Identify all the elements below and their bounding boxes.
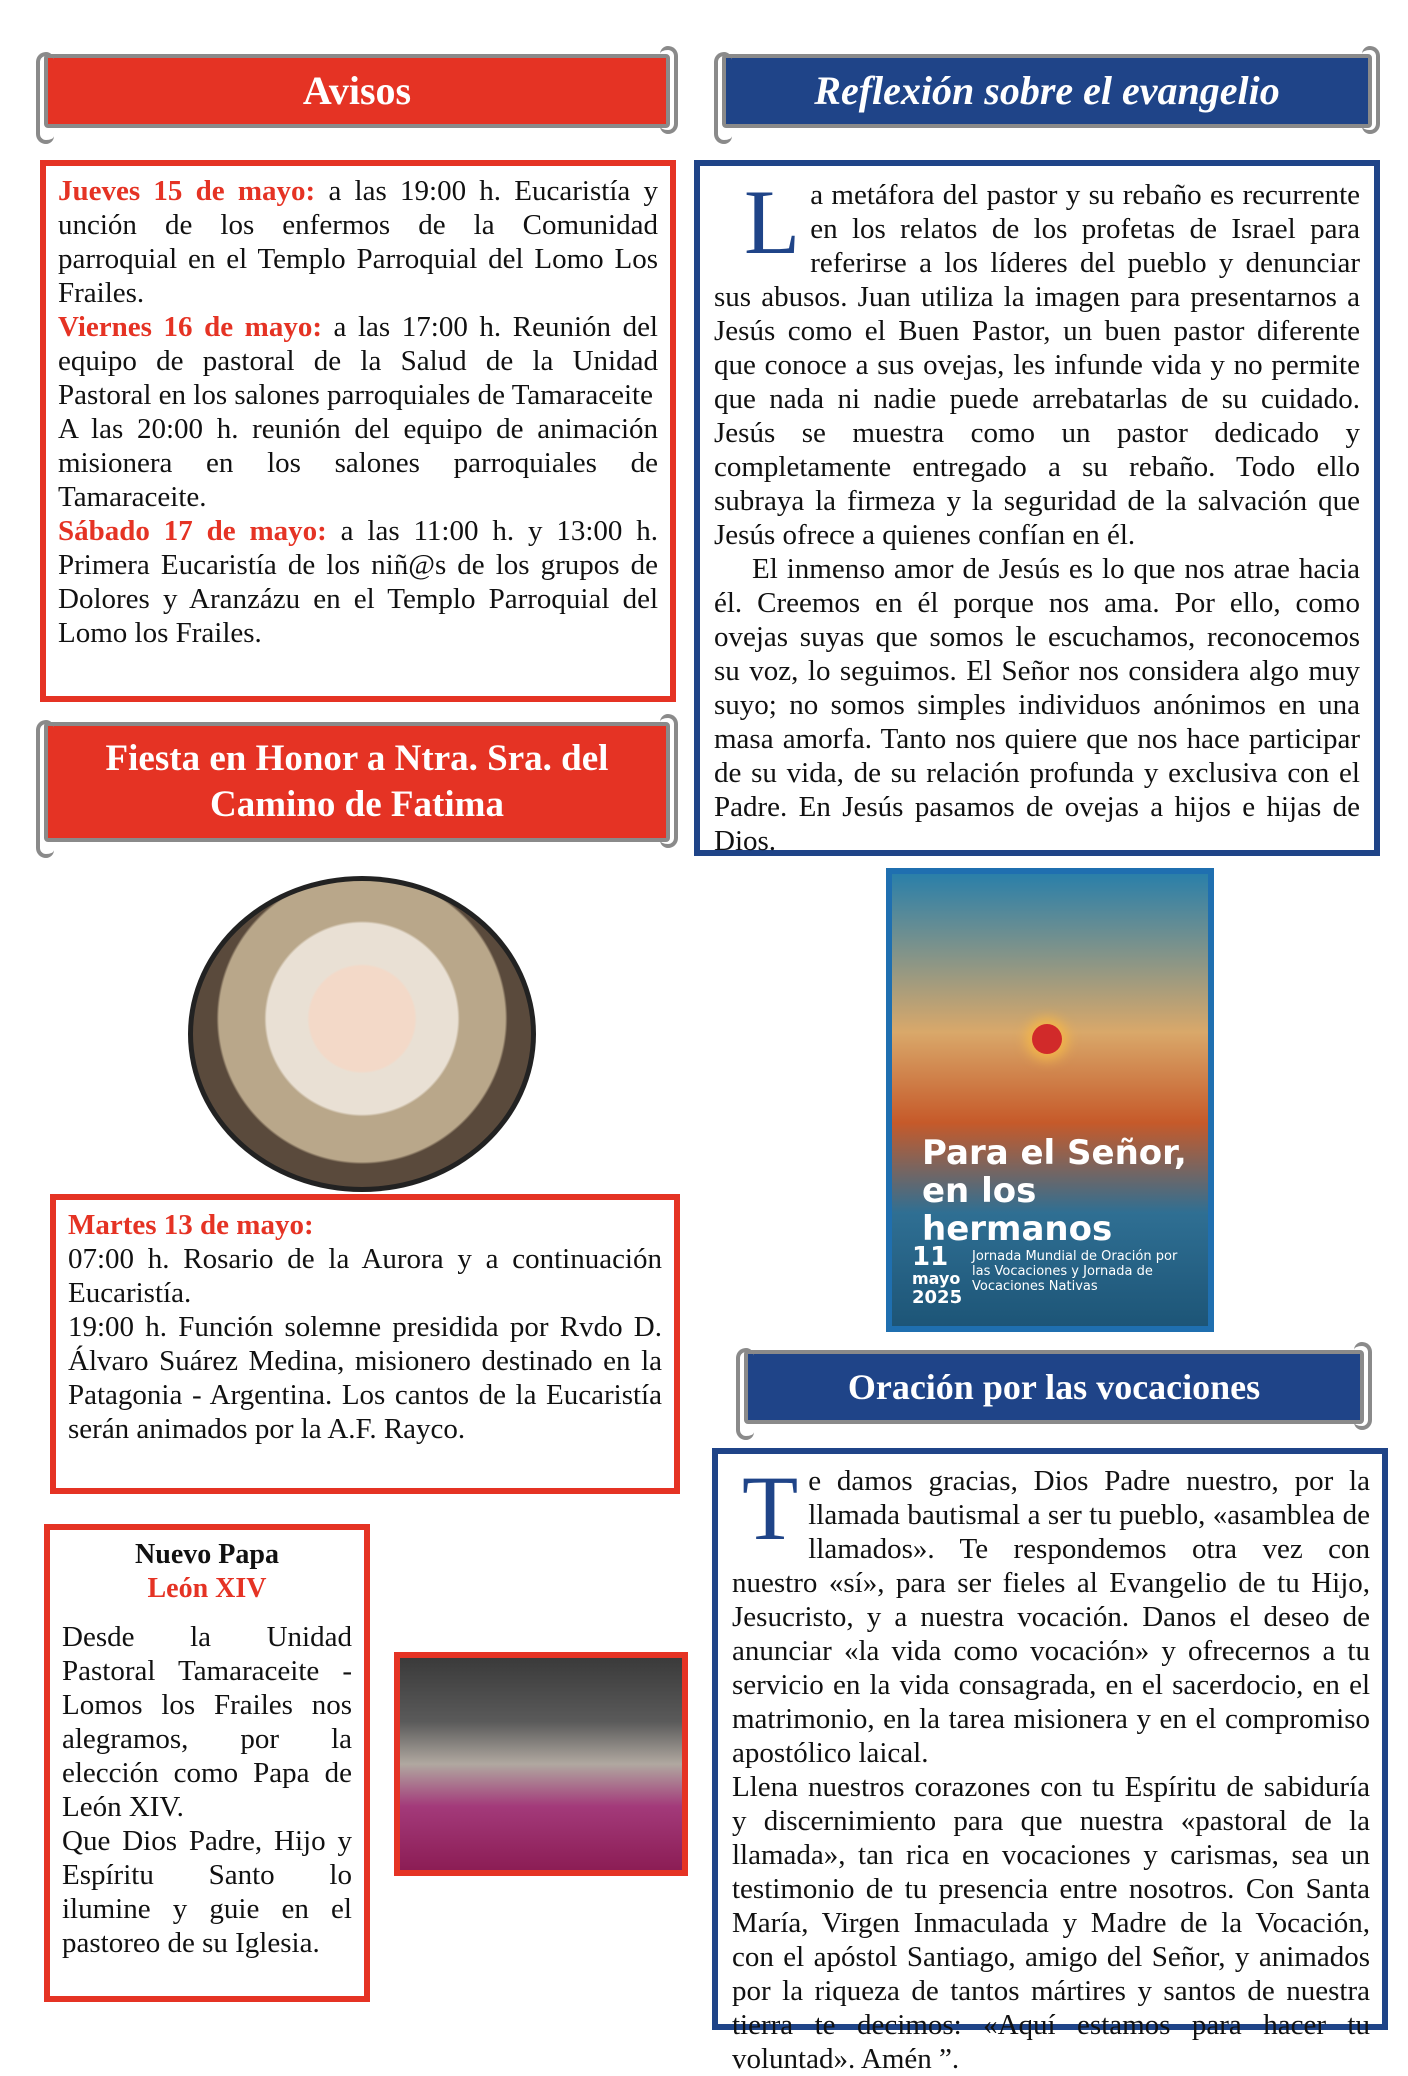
fiesta-line: 07:00 h. Rosario de la Aurora y a continuación Eucaristía. bbox=[68, 1243, 662, 1309]
avisos-title: Avisos bbox=[302, 68, 412, 113]
aviso-item: Jueves 15 de mayo: a las 19:00 h. Eucaristía y unción de los enfermos de la Comunidad parroquial en el Templo Parroquial del Lomo Los Frailes. bbox=[58, 175, 658, 309]
dropcap-letter: L bbox=[744, 171, 801, 273]
vocations-poster bbox=[886, 868, 1214, 1332]
scroll-curl-right bbox=[660, 714, 678, 848]
oracion-banner bbox=[744, 1350, 1364, 1424]
papa-box bbox=[44, 1524, 370, 2002]
dropcap-letter: T bbox=[742, 1457, 799, 1559]
reflexion-title: Reflexión sobre el evangelio bbox=[814, 68, 1280, 113]
oracion-box bbox=[712, 1448, 1388, 2075]
scroll-curl-left bbox=[36, 52, 54, 144]
papa-title: Nuevo Papa bbox=[135, 1539, 279, 1570]
virgin-fatima-portrait bbox=[188, 876, 536, 1192]
reflexion-box bbox=[694, 160, 1380, 856]
oracion-paragraph: Llena nuestros corazones con tu Espíritu de sabiduría y discernimiento para que nuestra «pastoral de la llamada», tan rica en vocaciones y carismas, sea un testimonio de tu presencia entre nosotros. Con Santa María, Virgen Inmaculada y Madre de la Vocación, con el apóstol Santiago, amigo del Señor, y animados por la riqueza de tantos mártires y santos de nuestra tierra te decimos: «Aquí estamos para hacer tu voluntad». Amén ”. bbox=[732, 1771, 1370, 2075]
fiesta-title: Fiesta en Honor a Ntra. Sra. del Camino de Fatima bbox=[105, 738, 609, 825]
poster-date: 11 mayo 2025 bbox=[912, 1242, 963, 1308]
scroll-curl-right bbox=[660, 46, 678, 134]
oracion-paragraph: e damos gracias, Dios Padre nuestro, por la llamada bautismal a ser tu pueblo, «asamblea de llamados». Te respondemos otra vez con nuestro «sí», para ser fieles al Evangelio de tu Hijo, Jesucristo, y a nuestra vocación. Danos el deseo de anunciar «la vida como vocación» y ofrecernos a tu servicio en la vida consagrada, en el sacerdocio, en el matrimonio, en la tarea misionera y en el compromiso apostólico laical. bbox=[732, 1465, 1370, 1769]
fiesta-banner bbox=[44, 722, 670, 842]
scroll-curl-left bbox=[714, 52, 732, 144]
oracion-title: Oración por las vocaciones bbox=[847, 1367, 1261, 1407]
avisos-banner bbox=[44, 54, 670, 128]
scroll-curl-right bbox=[1354, 1342, 1372, 1430]
scroll-curl-left bbox=[36, 720, 54, 858]
aviso-item: A las 20:00 h. reunión del equipo de animación misionera en los salones parroquiales de Tamaraceite. bbox=[58, 413, 658, 513]
poster-title: Para el Señor, en los hermanos bbox=[922, 1133, 1187, 1249]
scroll-curl-right bbox=[1362, 46, 1380, 134]
aviso-item: Viernes 16 de mayo: a las 17:00 h. Reunión del equipo de pastoral de la Salud de la Unidad Pastoral en los salones parroquiales de Tamaraceite bbox=[58, 311, 658, 411]
avisos-box bbox=[40, 160, 676, 702]
reflexion-paragraph: a metáfora del pastor y su rebaño es recurrente en los relatos de los profetas de Israel para referirse a los líderes del pueblo y denunciar sus abusos. Juan utiliza la imagen para presentarnos a Jesús como el Buen Pastor, un buen pastor diferente que conoce a sus ovejas, les infunde vida y no permite que nada ni nadie puede arrebatarlas de su cuidado. Jesús se muestra como un pastor dedicado y completamente entregado a su rebaño. Todo ello subraya la firmeza y la seguridad de la salvación que Jesús ofrece a quienes confían en él. bbox=[714, 179, 1360, 551]
fiesta-box bbox=[50, 1194, 680, 1494]
papa-subtitle: León XIV bbox=[147, 1573, 267, 1604]
papa-text: Desde la Unidad Pastoral Tamaraceite - Lomos los Frailes nos alegramos, por la elección como Papa de León XIV. bbox=[62, 1621, 352, 1823]
aviso-item: Sábado 17 de mayo: a las 11:00 h. y 13:00 h. Primera Eucaristía de los niñ@s de los grupos de Dolores y Aranzázu en el Templo Parroquial del Lomo los Frailes. bbox=[58, 515, 659, 649]
papa-text: Que Dios Padre, Hijo y Espíritu Santo lo ilumine y guie en el pastoreo de su Iglesia. bbox=[62, 1825, 352, 1959]
fiesta-date: Martes 13 de mayo: bbox=[68, 1209, 314, 1241]
poster-subtitle: Jornada Mundial de Oración por las Vocaciones y Jornada de Vocaciones Nativas bbox=[972, 1249, 1178, 1294]
scroll-curl-left bbox=[736, 1348, 754, 1440]
pope-photo bbox=[394, 1652, 688, 1876]
fiesta-line: 19:00 h. Función solemne presidida por Rvdo D. Álvaro Suárez Medina, misionero destinado en la Patagonia - Argentina. Los cantos de la Eucaristía serán animados por la A.F. Rayco. bbox=[68, 1311, 662, 1445]
sacred-heart-icon bbox=[1032, 1024, 1062, 1054]
reflexion-paragraph: El inmenso amor de Jesús es lo que nos atrae hacia él. Creemos en él porque nos ama. Por ello, como ovejas suyas que somos le escuchamos, reconocemos su voz, lo seguimos. El Señor nos considera algo muy suyo; no somos simples individuos anónimos en una masa amorfa. Tanto nos quiere que nos hace participar de su vida, de su relación profunda y exclusiva con el Padre. En Jesús pasamos de ovejas a hijos e hijas de Dios. bbox=[714, 553, 1360, 857]
reflexion-banner bbox=[722, 54, 1372, 128]
